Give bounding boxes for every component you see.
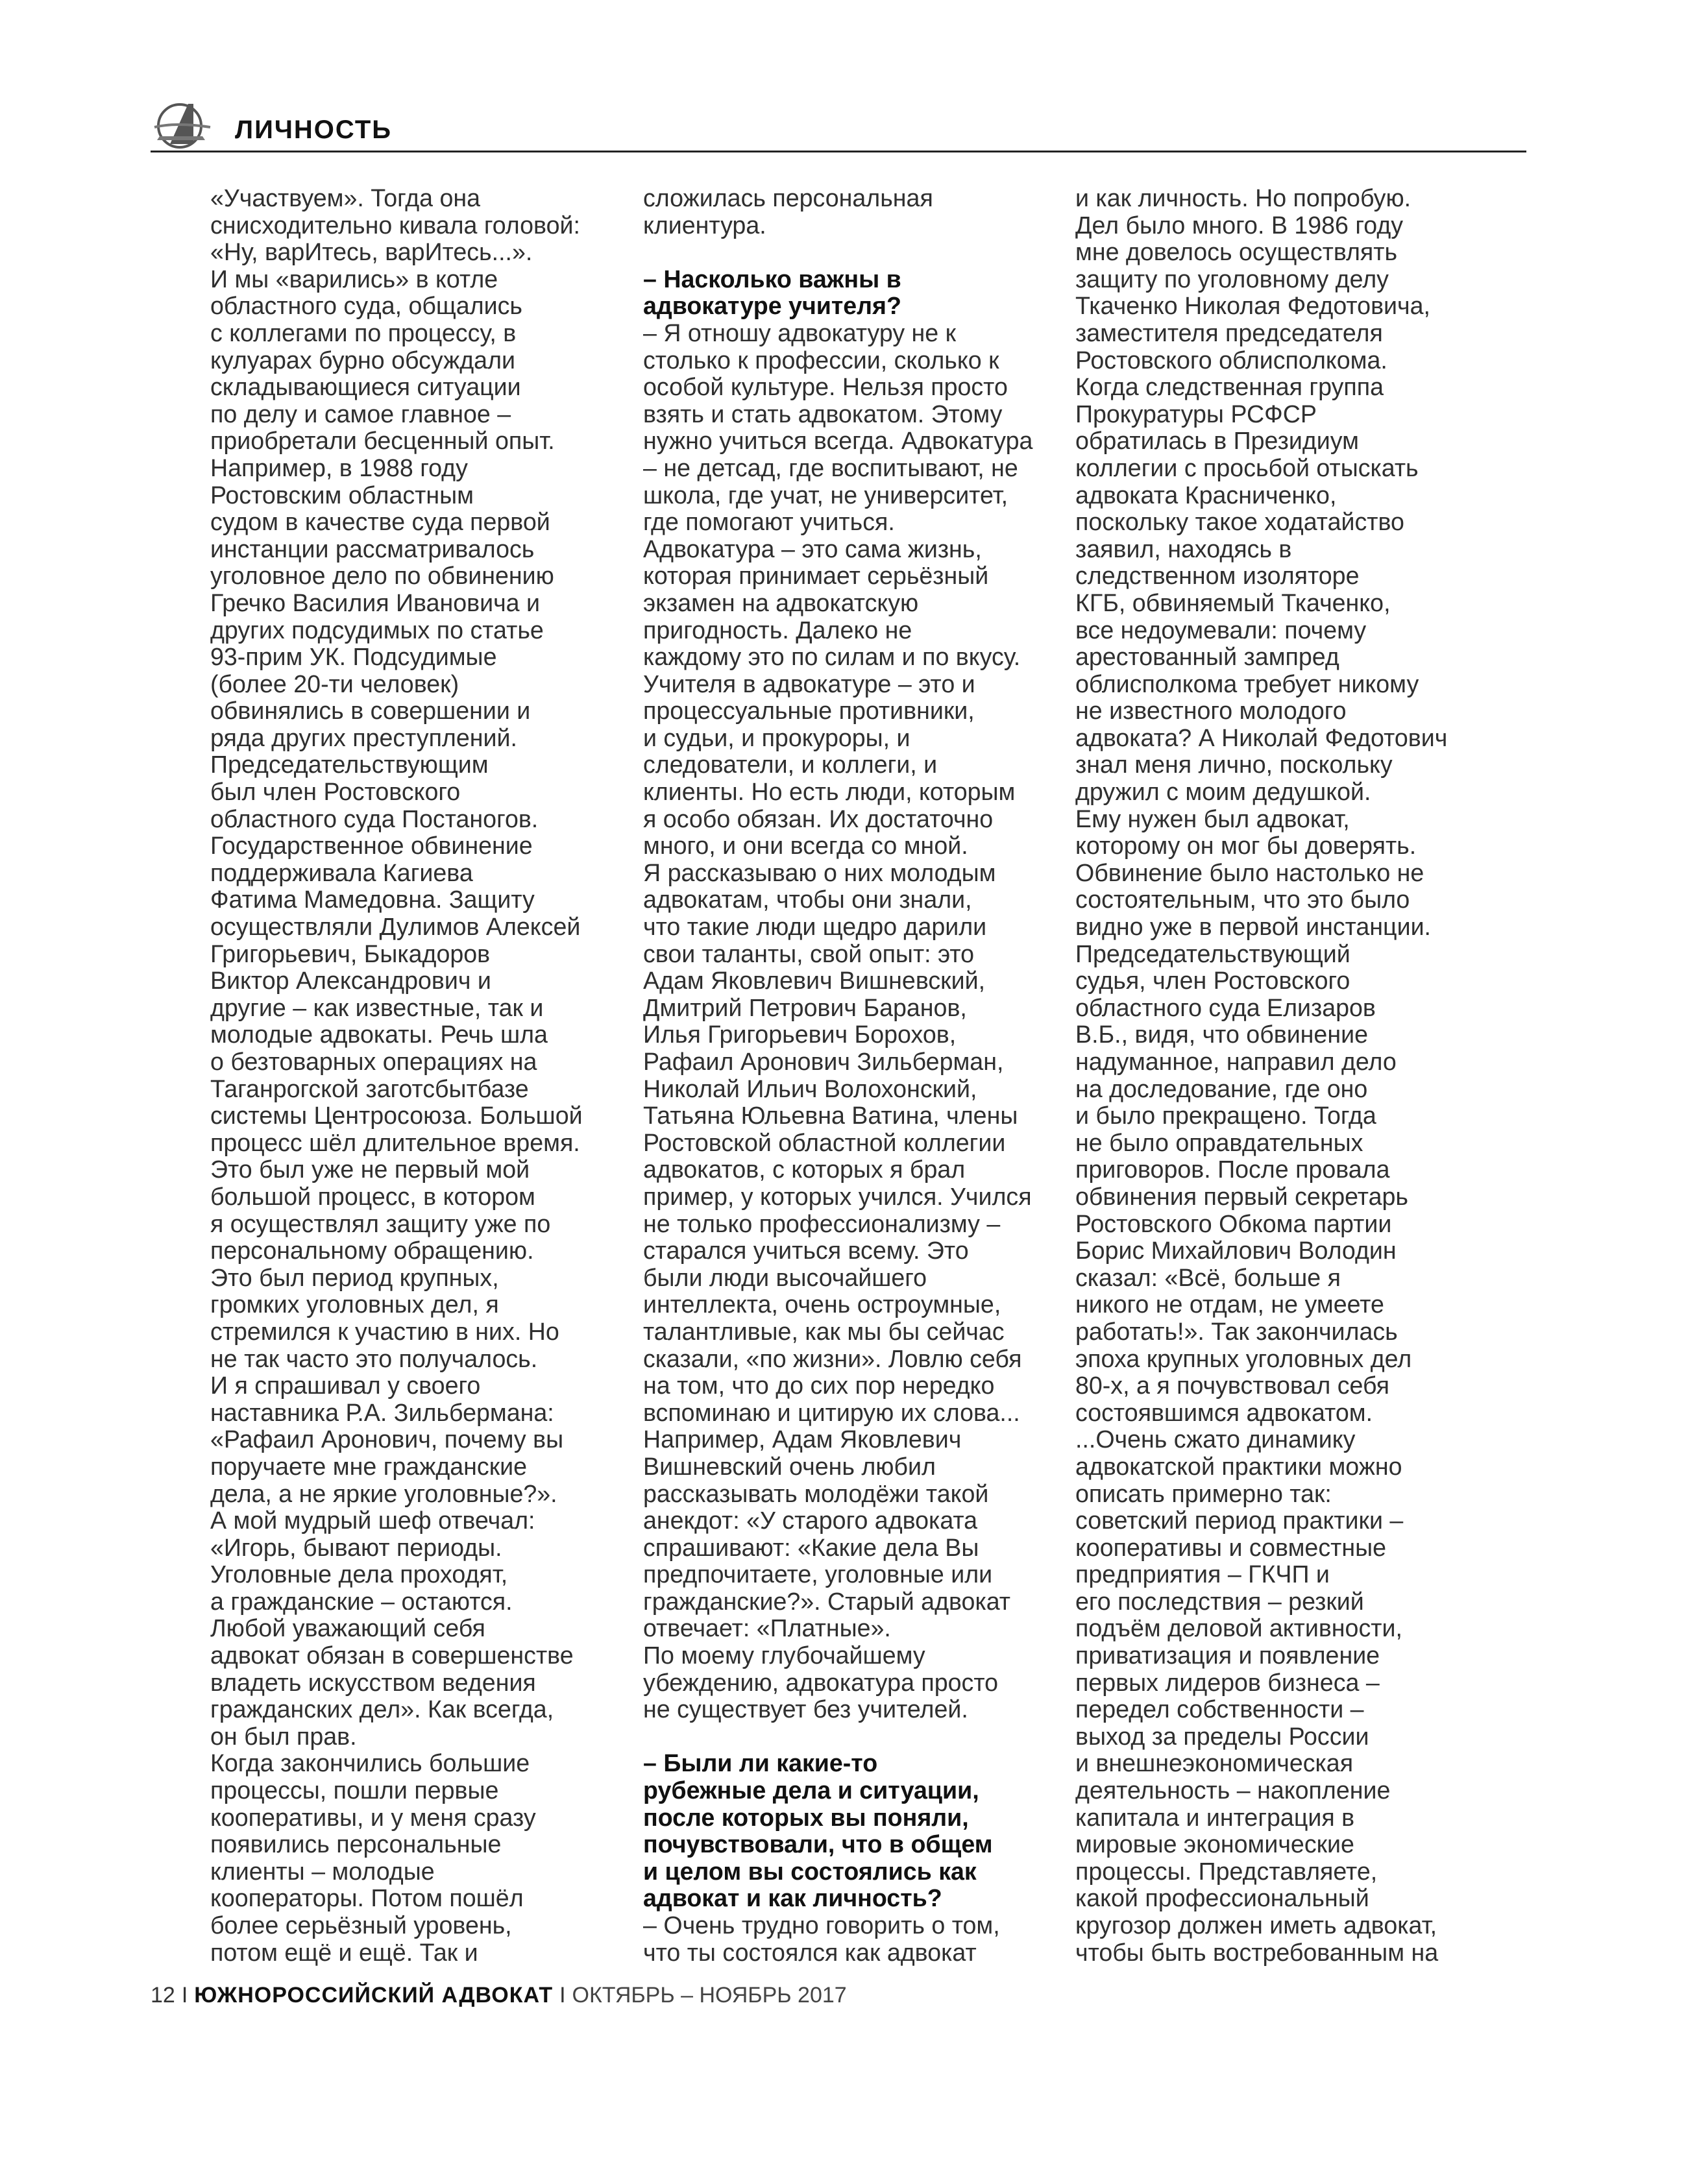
article-text-line: какой профессиональный <box>1075 1884 1369 1912</box>
article-text-line: Учителя в адвокатуре – это и <box>643 670 975 698</box>
article-text-line: Когда закончились большие <box>210 1749 530 1777</box>
article-text-line: сказал: «Всё, больше я <box>1075 1263 1341 1291</box>
article-text-line: и было прекращено. Тогда <box>1075 1102 1376 1130</box>
article-text-line: деятельность – накопление <box>1075 1777 1391 1804</box>
article-text-line: следователи, и коллеги, и <box>643 751 938 779</box>
interview-question-line: адвокат и как личность? <box>643 1884 942 1912</box>
article-text-line: Ростовского облисполкома. <box>1075 346 1387 374</box>
article-text-line: предпочитаете, уголовные или <box>643 1560 993 1588</box>
article-text-line: арестованный зампред <box>1075 643 1339 671</box>
article-text-line: уголовное дело по обвинению <box>210 562 554 590</box>
article-text-line: судья, член Ростовского <box>1075 967 1350 995</box>
article-text-line: не известного молодого <box>1075 697 1347 725</box>
article-text-line: что ты состоялся как адвокат <box>643 1938 977 1966</box>
article-text-line: чтобы быть востребованным на <box>1075 1938 1439 1966</box>
article-text-line: я осуществлял защиту уже по <box>210 1209 551 1237</box>
article-text-line: о безтоварных операциях на <box>210 1048 537 1075</box>
article-text-line: Это был период крупных, <box>210 1263 499 1291</box>
article-text-line: складывающиеся ситуации <box>210 373 521 401</box>
article-text-line: Например, в 1988 году <box>210 454 468 481</box>
article-text-line: интеллекта, очень остроумные, <box>643 1291 1001 1318</box>
article-text-line: Дмитрий Петрович Баранов, <box>643 993 967 1021</box>
article-text-line: пример, у которых учился. Учился <box>643 1182 1032 1210</box>
article-text-line: гражданских дел». Как всегда, <box>210 1695 554 1723</box>
article-text-line: Борис Михайлович Володин <box>1075 1237 1397 1265</box>
article-text-line: Председательствующий <box>1075 940 1350 967</box>
article-text-line: – Очень трудно говорить о том, <box>643 1911 1000 1939</box>
article-text-line: персональному обращению. <box>210 1237 534 1265</box>
article-text-line: По моему глубочайшему <box>643 1642 925 1669</box>
article-text-line: «Рафаил Аронович, почему вы <box>210 1426 564 1453</box>
article-text-line: кооперативы, и у меня сразу <box>210 1803 536 1831</box>
article-text-line: Прокуратуры РСФСР <box>1075 400 1317 428</box>
article-text-line: И я спрашивал у своего <box>210 1372 481 1400</box>
article-text-line: клиентура. <box>643 211 766 239</box>
article-text-line: Адвокатура – это сама жизнь, <box>643 535 982 563</box>
article-text-line: Ткаченко Николая Федотовича, <box>1075 292 1430 320</box>
article-text-line: заявил, находясь в <box>1075 535 1292 563</box>
magazine-logo-icon <box>151 99 222 151</box>
article-text-line: И мы «варились» в котле <box>210 265 498 293</box>
article-text-line: адвокатам, чтобы они знали, <box>643 886 972 914</box>
article-text-line: Уголовные дела проходят, <box>210 1560 508 1588</box>
article-text-line: и внешнеэкономическая <box>1075 1749 1354 1777</box>
article-text-line: процессы. Представляете, <box>1075 1857 1378 1885</box>
article-text-line: на доследование, где оно <box>1075 1074 1368 1102</box>
article-text-line: первых лидеров бизнеса – <box>1075 1668 1380 1696</box>
article-text-line: процессы, пошли первые <box>210 1777 499 1804</box>
article-text-line: другие – как известные, так и <box>210 993 544 1021</box>
article-text-line: много, и они всегда со мной. <box>643 832 968 860</box>
article-text-line: не существует без учителей. <box>643 1695 968 1723</box>
article-text-line: кругозор должен иметь адвокат, <box>1075 1911 1437 1939</box>
article-text-line: адвоката? А Николай Федотович <box>1075 723 1448 751</box>
article-text-line: областного суда, общались <box>210 292 522 320</box>
article-text-line: клиенты – молодые <box>210 1857 435 1885</box>
article-text-line: ряда других преступлений. <box>210 723 517 751</box>
interview-question-line: рубежные дела и ситуации, <box>643 1777 979 1804</box>
article-text-line: приговоров. После провала <box>1075 1156 1390 1183</box>
article-text-line: адвокатов, с которых я брал <box>643 1156 966 1183</box>
article-text-line: спрашивают: «Какие дела Вы <box>643 1533 979 1561</box>
article-text-line: кооперативы и совместные <box>1075 1533 1386 1561</box>
article-text-line: приобретали бесценный опыт. <box>210 427 555 455</box>
article-text-line: Государственное обвинение <box>210 832 533 860</box>
article-text-line: системы Центросоюза. Большой <box>210 1102 583 1130</box>
article-text-line: дела, а не яркие уголовные?». <box>210 1479 557 1507</box>
article-text-line: не было оправдательных <box>1075 1128 1363 1156</box>
article-text-line: Когда следственная группа <box>1075 373 1384 401</box>
issue-date: ОКТЯБРЬ – НОЯБРЬ 2017 <box>572 1983 847 2008</box>
article-text-line: облисполкома требует никому <box>1075 670 1419 698</box>
article-text-line: не только профессионализму – <box>643 1209 1001 1237</box>
article-text-line: процессуальные противники, <box>643 697 975 725</box>
article-text-line: выход за пределы России <box>1075 1722 1369 1750</box>
article-text-line: отвечает: «Платные». <box>643 1614 891 1642</box>
article-text-line: сложилась персональная <box>643 185 933 212</box>
article-text-line: Григорьевич, Быкадоров <box>210 940 491 967</box>
article-text-line: клиенты. Но есть люди, которым <box>643 778 1016 806</box>
article-text-line: Это был уже не первый мой <box>210 1156 530 1183</box>
article-text-line: (более 20-ти человек) <box>210 670 459 698</box>
article-text-line: поскольку такое ходатайство <box>1075 508 1404 536</box>
article-text-line: Николай Ильич Волохонский, <box>643 1074 977 1102</box>
article-text-line: а гражданские – остаются. <box>210 1587 513 1615</box>
article-text-line: осуществляли Дулимов Алексей <box>210 913 581 941</box>
article-text-line: состоявшимся адвокатом. <box>1075 1398 1373 1426</box>
article-text-line: Виктор Александрович и <box>210 967 491 995</box>
article-text-line: Адам Яковлевич Вишневский, <box>643 967 986 995</box>
article-text-line: на том, что до сих пор нередко <box>643 1372 995 1400</box>
article-text-line: вспоминаю и цитирую их слова... <box>643 1398 1020 1426</box>
paragraph-gap <box>643 239 1058 266</box>
article-text-line: которому он мог бы доверять. <box>1075 832 1417 860</box>
article-text-line: обвинялись в совершении и <box>210 697 531 725</box>
article-text-line: работать!». Так закончилась <box>1075 1317 1398 1345</box>
article-text-line: свои таланты, свой опыт: это <box>643 940 975 967</box>
article-text-line: Гречко Василия Ивановича и <box>210 588 540 616</box>
article-text-line: все недоумевали: почему <box>1075 616 1367 644</box>
article-text-line: КГБ, обвиняемый Ткаченко, <box>1075 588 1391 616</box>
article-text-line: кооператоры. Потом пошёл <box>210 1884 524 1912</box>
article-column-1 <box>210 185 626 1989</box>
article-text-line: 93-прим УК. Подсудимые <box>210 643 497 671</box>
article-text-line: не так часто это получалось. <box>210 1344 538 1372</box>
article-text-line: убеждению, адвокатура просто <box>643 1668 999 1696</box>
article-text-line: наставника Р.А. Зильбермана: <box>210 1398 554 1426</box>
article-text-line: сказали, «по жизни». Ловлю себя <box>643 1344 1022 1372</box>
journal-title: ЮЖНОРОССИЙСКИЙ АДВОКАТ <box>194 1983 554 2008</box>
article-text-line: снисходительно кивала головой: <box>210 211 580 239</box>
interview-question-line: после которых вы поняли, <box>643 1803 969 1831</box>
article-text-line: его последствия – резкий <box>1075 1587 1364 1615</box>
article-text-line: поручаете мне гражданские <box>210 1452 528 1480</box>
article-text-line: знал меня лично, поскольку <box>1075 751 1393 779</box>
article-text-line: «Участвуем». Тогда она <box>210 185 481 212</box>
article-text-line: мне довелось осуществлять <box>1075 238 1398 266</box>
footer-separator: I <box>181 1983 188 2008</box>
article-text-line: процесс шёл длительное время. <box>210 1128 580 1156</box>
article-text-line: громких уголовных дел, я <box>210 1291 499 1318</box>
article-text-line: большой процесс, в котором <box>210 1182 535 1210</box>
article-text-line: стремился к участию в них. Но <box>210 1317 559 1345</box>
article-text-line: адвокат обязан в совершенстве <box>210 1642 574 1669</box>
page-number: 12 <box>151 1983 175 2008</box>
article-text-line: школа, где учат, не университет, <box>643 481 1008 509</box>
article-text-line: советский период практики – <box>1075 1507 1404 1535</box>
article-text-line: анекдот: «У старого адвоката <box>643 1507 978 1535</box>
paragraph-gap <box>643 1723 1058 1751</box>
interview-question-line: – Были ли какие-то <box>643 1749 878 1777</box>
article-text-line: других подсудимых по статье <box>210 616 544 644</box>
article-text-line: Любой уважающий себя <box>210 1614 485 1642</box>
article-text-line: описать примерно так: <box>1075 1479 1332 1507</box>
article-text-line: подъём деловой активности, <box>1075 1614 1402 1642</box>
section-title: ЛИЧНОСТЬ <box>235 115 392 144</box>
article-text-line: областного суда Постаногов. <box>210 805 539 832</box>
article-text-line: судом в качестве суда первой <box>210 508 550 536</box>
interview-question-line: почувствовали, что в общем <box>643 1830 993 1858</box>
header-divider <box>151 151 1526 152</box>
article-text-line: Илья Григорьевич Борохов, <box>643 1021 957 1049</box>
article-text-line: экзамен на адвокатскую <box>643 588 919 616</box>
article-text-line: старался учиться всему. Это <box>643 1237 969 1265</box>
article-text-line: взять и стать адвокатом. Этому <box>643 400 1003 428</box>
article-text-line: видно уже в первой инстанции. <box>1075 913 1432 941</box>
interview-question-line: и целом вы состоялись как <box>643 1857 977 1885</box>
article-text-line: талантливые, как мы бы сейчас <box>643 1317 1005 1345</box>
article-text-line: поддерживала Кагиева <box>210 858 473 886</box>
article-text-line: адвоката Красниченко, <box>1075 481 1337 509</box>
article-text-line: кулуарах бурно обсуждали <box>210 346 515 374</box>
article-column-2 <box>643 185 1058 1989</box>
article-text-line: Дел было много. В 1986 году <box>1075 211 1404 239</box>
article-text-line: Фатима Мамедовна. Защиту <box>210 886 535 914</box>
article-text-line: – не детсад, где воспитывают, не <box>643 454 1018 481</box>
article-text-line: Я рассказываю о них молодым <box>643 858 996 886</box>
article-text-line: пригодность. Далеко не <box>643 616 912 644</box>
article-text-line: следственном изоляторе <box>1075 562 1360 590</box>
article-text-line: заместителя председателя <box>1075 319 1383 346</box>
article-text-line: обратилась в Президиум <box>1075 427 1359 455</box>
article-text-line: Рафаил Аронович Зильберман, <box>643 1048 1004 1075</box>
article-text-line: молодые адвокаты. Речь шла <box>210 1021 548 1049</box>
article-text-line: с коллегами по процессу, в <box>210 319 517 346</box>
article-text-line: я особо обязан. Их достаточно <box>643 805 994 832</box>
article-text-line: – Я отношу адвокатуру не к <box>643 319 957 346</box>
article-text-line: «Игорь, бывают периоды. <box>210 1533 502 1561</box>
article-text-line: 80-х, а я почувствовал себя <box>1075 1372 1390 1400</box>
article-text-line: особой культуре. Нельзя просто <box>643 373 1008 401</box>
article-text-line: приватизация и появление <box>1075 1642 1380 1669</box>
article-text-line: В.Б., видя, что обвинение <box>1075 1021 1368 1049</box>
article-text-line: защиту по уголовному делу <box>1075 265 1389 293</box>
article-text-line: «Ну, варИтесь, варИтесь...». <box>210 238 533 266</box>
article-text-line: Председательствующим <box>210 751 489 779</box>
article-text-line: Ростовским областным <box>210 481 474 509</box>
article-text-line: и судьи, и прокуроры, и <box>643 723 910 751</box>
article-text-line: владеть искусством ведения <box>210 1668 536 1696</box>
interview-question-line: – Насколько важны в <box>643 265 901 293</box>
article-text-line: Ростовской областной коллегии <box>643 1128 1006 1156</box>
article-text-line: областного суда Елизаров <box>1075 993 1376 1021</box>
article-text-line: коллегии с просьбой отыскать <box>1075 454 1419 481</box>
article-column-3 <box>1075 185 1491 1989</box>
article-text-line: что такие люди щедро дарили <box>643 913 987 941</box>
article-text-line: каждому это по силам и по вкусу. <box>643 643 1021 671</box>
article-text-line: и как личность. Но попробую. <box>1075 185 1411 212</box>
article-text-line: Ростовского Обкома партии <box>1075 1209 1392 1237</box>
article-text-line: он был прав. <box>210 1722 357 1750</box>
article-text-line: дружил с моим дедушкой. <box>1075 778 1371 806</box>
article-text-line: обвинения первый секретарь <box>1075 1182 1408 1210</box>
article-text-line: гражданские?». Старый адвокат <box>643 1587 1011 1615</box>
page-footer <box>151 1983 847 2008</box>
article-text-line: адвокатской практики можно <box>1075 1452 1402 1480</box>
article-text-line: капитала и интеграция в <box>1075 1803 1355 1831</box>
article-text-line: Татьяна Юльевна Ватина, члены <box>643 1102 1018 1130</box>
article-text-line: где помогают учиться. <box>643 508 895 536</box>
article-text-line: никого не отдам, не умеете <box>1075 1291 1384 1318</box>
article-text-line: передел собственности – <box>1075 1695 1364 1723</box>
article-text-line: были люди высочайшего <box>643 1263 927 1291</box>
article-text-line: Вишневский очень любил <box>643 1452 936 1480</box>
article-text-line: инстанции рассматривалось <box>210 535 535 563</box>
article-text-line: ...Очень сжато динамику <box>1075 1426 1356 1453</box>
article-text-line: нужно учиться всегда. Адвокатура <box>643 427 1033 455</box>
article-text-line: более серьёзный уровень, <box>210 1911 512 1939</box>
article-text-line: А мой мудрый шеф отвечал: <box>210 1507 535 1535</box>
article-text-line: Например, Адам Яковлевич <box>643 1426 962 1453</box>
article-text-line: которая принимает серьёзный <box>643 562 989 590</box>
article-text-line: потом ещё и ещё. Так и <box>210 1938 478 1966</box>
article-text-line: предприятия – ГКЧП и <box>1075 1560 1330 1588</box>
article-text-line: столько к профессии, сколько к <box>643 346 999 374</box>
article-text-line: Ему нужен был адвокат, <box>1075 805 1350 832</box>
article-text-line: по делу и самое главное – <box>210 400 511 428</box>
article-text-line: надуманное, направил дело <box>1075 1048 1397 1075</box>
interview-question-line: адвокатуре учителя? <box>643 292 901 320</box>
article-text-line: рассказывать молодёжи такой <box>643 1479 989 1507</box>
article-text-line: состоятельным, что это было <box>1075 886 1410 914</box>
article-text-line: был член Ростовского <box>210 778 461 806</box>
article-text-line: Таганрогской заготсбытбазе <box>210 1074 529 1102</box>
article-text-line: мировые экономические <box>1075 1830 1354 1858</box>
article-text-line: Обвинение было настолько не <box>1075 858 1424 886</box>
footer-separator-2: I <box>559 1983 566 2008</box>
page-header <box>151 99 1525 151</box>
article-text-line: появились персональные <box>210 1830 502 1858</box>
article-text-line: эпоха крупных уголовных дел <box>1075 1344 1412 1372</box>
